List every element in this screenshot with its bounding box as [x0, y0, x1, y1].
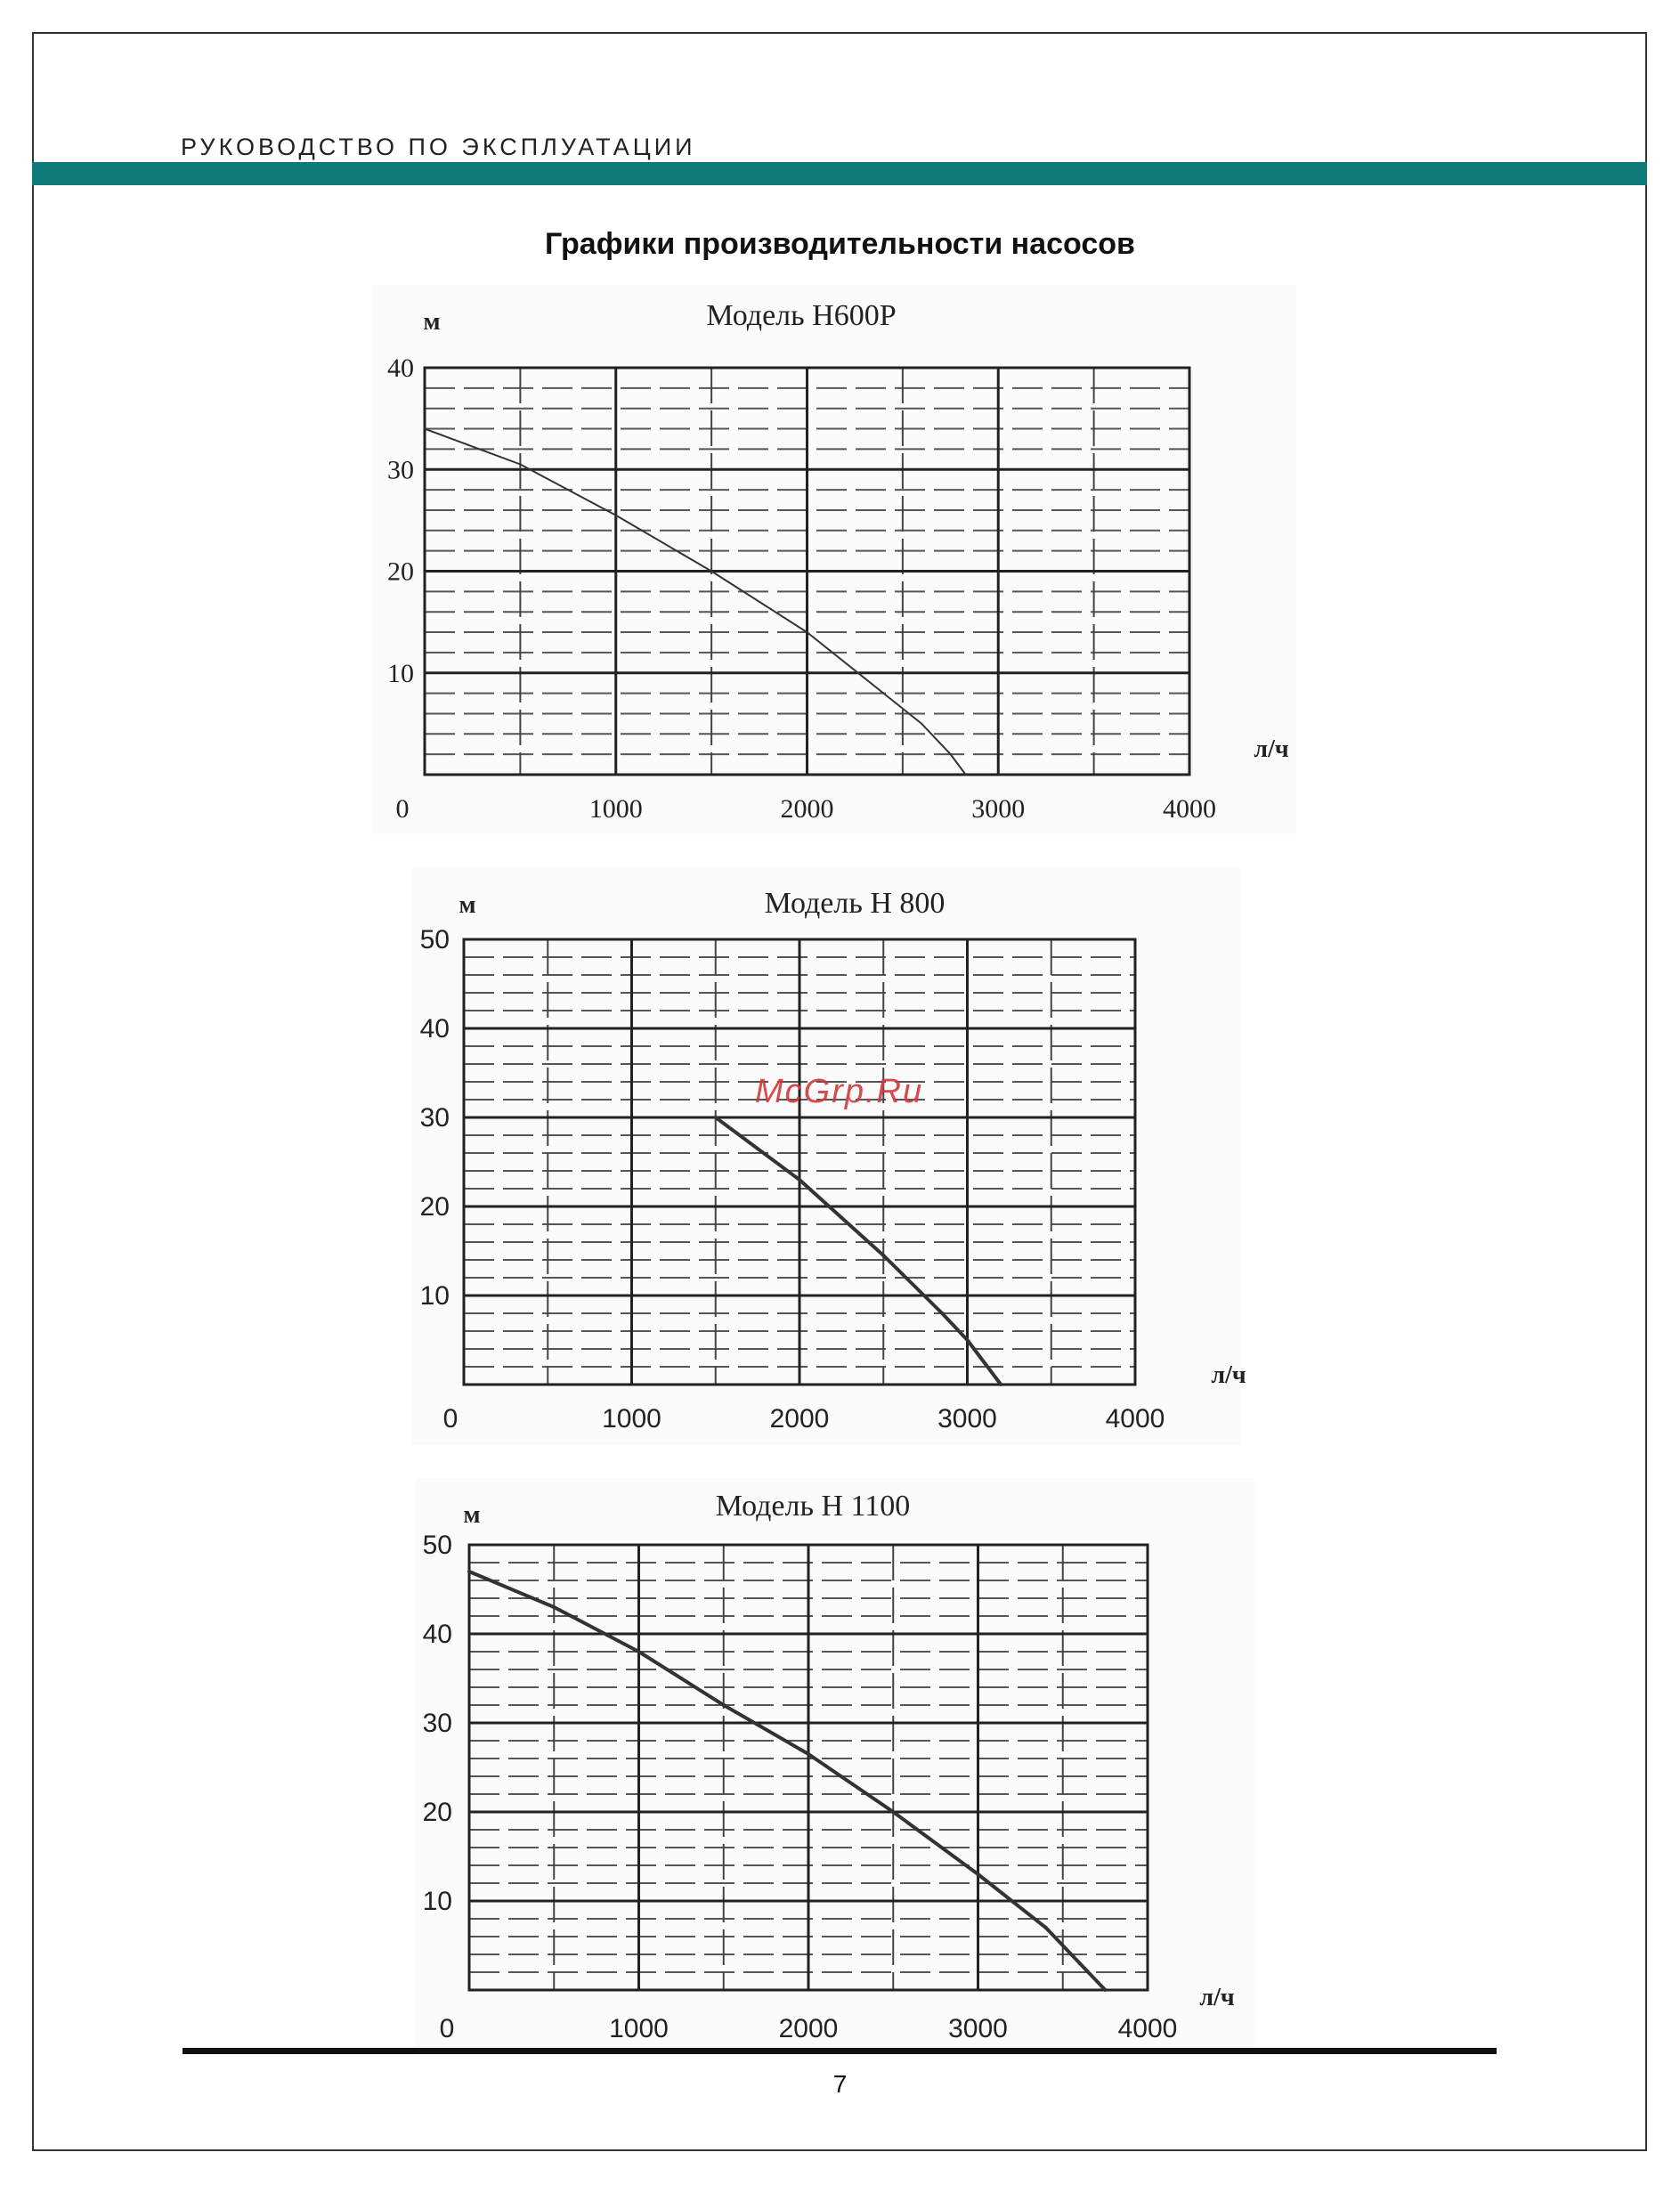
chart-h600p — [0, 285, 1680, 837]
x-tick-label: 3000 — [937, 1404, 997, 1434]
x-tick-label: 4000 — [1117, 2014, 1178, 2043]
data-point — [881, 1254, 885, 1257]
y-tick-label: 30 — [419, 1103, 450, 1133]
data-point — [882, 693, 884, 694]
x-tick-label: 3000 — [971, 794, 1026, 824]
data-point — [722, 1703, 726, 1707]
x-axis-label: л/ч — [1199, 1984, 1235, 2011]
y-tick-label: 30 — [387, 455, 414, 485]
y-tick-label: 40 — [422, 1620, 452, 1649]
y-tick-label: 40 — [387, 353, 414, 383]
data-point — [519, 464, 521, 466]
page-title: Графики производительности насосов — [545, 227, 1135, 261]
x-tick-label: 0 — [395, 794, 410, 824]
x-tick-label: 0 — [439, 2014, 455, 2043]
x-tick-label: 1000 — [588, 794, 643, 824]
x-tick-label: 4000 — [1105, 1404, 1165, 1434]
data-point — [921, 723, 922, 725]
x-tick-label: 1000 — [609, 2014, 669, 2043]
chart-h800 — [0, 868, 1680, 1447]
y-tick-label: 10 — [422, 1887, 452, 1916]
header-title: РУКОВОДСТВО ПО ЭКСПЛУАТАЦИИ — [181, 134, 696, 160]
y-tick-label: 10 — [387, 658, 414, 688]
x-tick-label: 4000 — [1163, 794, 1216, 824]
data-point — [424, 428, 426, 430]
data-point — [798, 1178, 801, 1182]
y-axis-label: м — [423, 308, 441, 336]
x-tick-label: 3000 — [948, 2014, 1008, 2043]
data-point — [615, 515, 617, 516]
footer-divider — [183, 2048, 1497, 2054]
watermark: McGrp.Ru — [755, 1073, 924, 1110]
chart-title: Модель H 1100 — [715, 1490, 911, 1523]
data-point — [950, 753, 952, 755]
chart-background — [410, 868, 1242, 1445]
y-tick-label: 50 — [419, 925, 450, 954]
y-tick-label: 50 — [422, 1531, 452, 1560]
y-tick-label: 20 — [387, 556, 414, 587]
data-point — [807, 631, 808, 633]
chart-background — [416, 1478, 1254, 2055]
page-number: 7 — [832, 2070, 848, 2098]
y-axis-label: м — [463, 1501, 481, 1529]
data-point — [1078, 1962, 1082, 1965]
data-point — [807, 1752, 810, 1756]
chart-h1100 — [0, 1478, 1680, 2048]
y-tick-label: 30 — [422, 1709, 452, 1738]
data-point — [710, 571, 712, 573]
y-tick-label: 40 — [419, 1014, 450, 1044]
x-tick-label: 2000 — [769, 1404, 830, 1434]
x-tick-label: 2000 — [780, 794, 834, 824]
data-point — [977, 1872, 980, 1876]
data-point — [940, 1312, 944, 1315]
data-point — [1103, 1988, 1107, 1992]
x-tick-label: 2000 — [778, 2014, 839, 2043]
header-accent-bar — [32, 162, 1647, 185]
data-point — [1044, 1926, 1048, 1929]
x-axis-label: л/ч — [1254, 735, 1289, 763]
chart-title: Модель H 800 — [764, 887, 946, 920]
data-point — [714, 1116, 718, 1119]
x-axis-label: л/ч — [1211, 1361, 1246, 1389]
y-tick-label: 20 — [422, 1798, 452, 1827]
data-point — [966, 1338, 970, 1342]
x-tick-label: 0 — [442, 1404, 459, 1434]
y-axis-label: м — [459, 891, 476, 919]
data-point — [965, 774, 967, 776]
y-tick-label: 20 — [419, 1192, 450, 1222]
data-point — [999, 1383, 1002, 1386]
x-tick-label: 1000 — [602, 1404, 661, 1434]
chart-title: Модель H600P — [706, 299, 897, 332]
data-point — [891, 1810, 895, 1814]
data-point — [637, 1650, 641, 1653]
data-point — [552, 1605, 556, 1609]
y-tick-label: 10 — [419, 1281, 450, 1311]
data-point — [467, 1570, 471, 1573]
